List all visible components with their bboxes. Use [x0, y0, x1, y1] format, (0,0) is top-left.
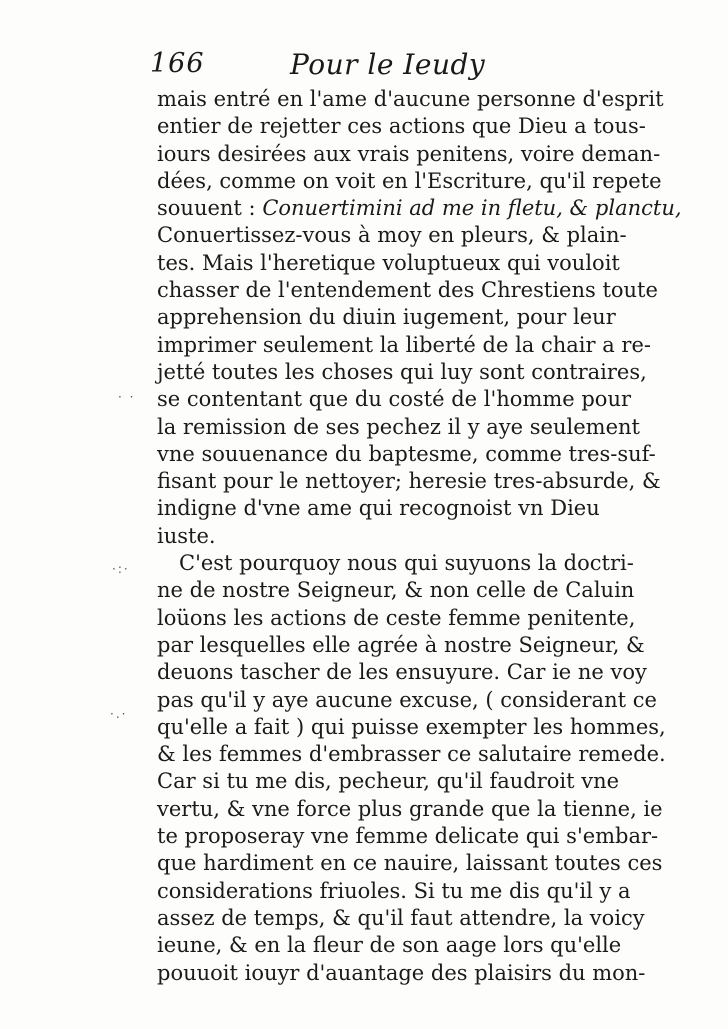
text-line: vne souuenance du baptesme, comme tres-suf-	[157, 441, 656, 466]
text-line: se contentant que du costé de l'homme pour	[157, 387, 632, 412]
text-line: deuons tascher de les ensuyure. Car ie ne voy	[157, 660, 647, 685]
text-line: la remission de ses pechez il y aye seulement	[157, 414, 640, 439]
text-line: imprimer seulement la liberté de la chair a re-	[157, 332, 651, 357]
text-line: considerations friuoles. Si tu me dis qu'il y a	[157, 878, 631, 903]
text-line: par lesquelles elle agrée à nostre Seigneur, &	[157, 632, 645, 657]
margin-ink-speck: ·:·	[112, 562, 130, 576]
text-line: que hardiment en ce nauire, laissant toutes ces	[157, 851, 663, 876]
text-line: iours desirées aux vrais penitens, voire deman-	[157, 141, 661, 166]
page-number: 166	[150, 48, 205, 79]
text-line: ne de nostre Seigneur, & non celle de Caluin	[157, 578, 635, 603]
text-line: loüons les actions de ceste femme penitente,	[157, 605, 636, 630]
text-line: tes. Mais l'heretique voluptueux qui vouloit	[157, 250, 620, 275]
latin-quotation: Conuertimini ad me in fletu, & planctu,	[262, 196, 682, 221]
running-title: Pour le Ieudy	[290, 48, 486, 81]
text-line: indigne d'vne ame qui recognoist vn Dieu	[157, 496, 600, 521]
text-line: fisant pour le nettoyer; heresie tres-absurde, &	[157, 469, 661, 494]
text-line: & les femmes d'embrasser ce salutaire remede.	[157, 742, 666, 767]
text-line: pouuoit iouyr d'auantage des plaisirs du mon-	[157, 960, 646, 985]
text-line: apprehension du diuin iugement, pour leur	[157, 305, 616, 330]
running-head	[150, 48, 590, 88]
text-line: qu'elle a fait ) qui puisse exempter les hommes,	[157, 714, 666, 739]
text-line: pas qu'il y aye aucune excuse, ( considerant ce	[157, 687, 657, 712]
margin-ink-speck: ·.·	[110, 707, 128, 721]
text-line: entier de rejetter ces actions que Dieu a tous-	[157, 114, 646, 139]
text-line: Car si tu me dis, pecheur, qu'il faudroit vne	[157, 769, 620, 794]
text-line: dées, comme on voit en l'Escriture, qu'il repete	[157, 168, 662, 193]
body-text	[157, 86, 682, 987]
margin-ink-speck: · ·	[118, 390, 136, 404]
text-line: jetté toutes les choses qui luy sont contraires,	[157, 359, 647, 384]
text-line	[157, 195, 682, 222]
text-line: vertu, & vne force plus grande que la tienne, ie	[157, 796, 663, 821]
text-line: assez de temps, & qu'il faut attendre, la voicy	[157, 905, 645, 930]
text-line: Conuertissez-vous à moy en pleurs, & plain-	[157, 223, 627, 248]
text-line: iuste.	[157, 523, 216, 548]
text-line: ieune, & en la fleur de son aage lors qu'elle	[157, 933, 622, 958]
text-line: te proposeray vne femme delicate qui s'embar-	[157, 824, 659, 849]
text-fragment: souuent :	[157, 196, 256, 221]
paragraph-first-line: C'est pourquoy nous qui suyuons la doctri-	[179, 551, 634, 576]
text-line: chasser de l'entendement des Chrestiens toute	[157, 278, 658, 303]
text-line: mais entré en l'ame d'aucune personne d'esprit	[157, 87, 664, 111]
